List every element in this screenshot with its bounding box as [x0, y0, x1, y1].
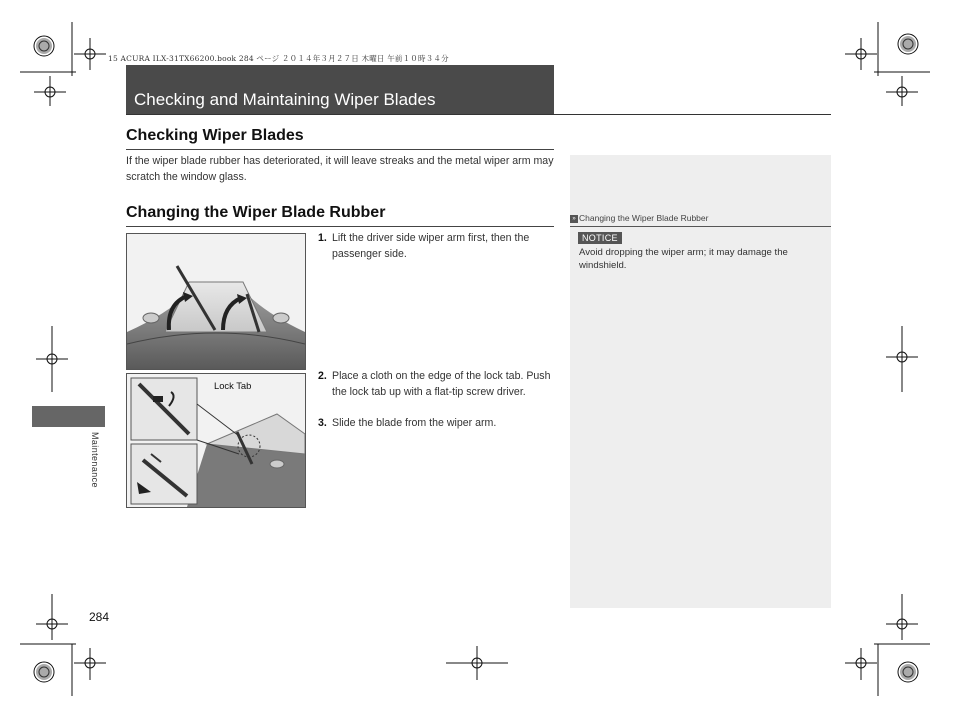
sidebar-ref-title: Changing the Wiper Blade Rubber — [579, 213, 709, 223]
page-number: 284 — [89, 610, 110, 624]
step-2-number: 2. — [318, 370, 327, 382]
changing-heading: Changing the Wiper Blade Rubber — [126, 204, 386, 221]
step-1-number: 1. — [318, 232, 327, 244]
figure-lift-wiper-arms — [126, 233, 306, 370]
section-title: Checking and Maintaining Wiper Blades — [134, 90, 436, 109]
notice-text: Avoid dropping the wiper arm; it may damage the windshield. — [579, 247, 788, 271]
checking-heading: Checking Wiper Blades — [126, 127, 304, 144]
figure-lock-tab — [126, 373, 306, 508]
lock-tab-callout: Lock Tab — [214, 380, 252, 391]
sidebar-reference — [570, 213, 708, 223]
section-banner — [126, 65, 554, 115]
changing-rule — [126, 226, 554, 227]
chapter-tab — [32, 406, 105, 427]
reference-arrow-icon: » — [570, 215, 578, 223]
car-windshield-illustration — [127, 234, 305, 369]
step-2 — [318, 369, 556, 400]
lock-tab-illustration — [127, 374, 305, 507]
chapter-label: Maintenance — [90, 432, 100, 488]
checking-body: If the wiper blade rubber has deteriorated, it will leave streaks and the metal wiper arm may scratch the window glass. — [126, 155, 554, 183]
step-3 — [318, 416, 556, 432]
print-header: 15 ACURA ILX-31TX66200.book 284 ページ ２０１４年３月２７日 木曜日 午前１０時３４分 — [108, 54, 449, 63]
sidebar-rule — [570, 226, 831, 227]
step-3-number: 3. — [318, 417, 327, 429]
notice-badge: NOTICE — [578, 232, 622, 244]
step-1-text: Lift the driver side wiper arm first, then the passenger side. — [332, 232, 530, 260]
step-1 — [318, 231, 556, 262]
step-3-text: Slide the blade from the wiper arm. — [332, 417, 497, 429]
banner-rule — [126, 114, 831, 115]
checking-rule — [126, 149, 554, 150]
step-2-text: Place a cloth on the edge of the lock tab. Push the lock tab up with a flat-tip screw driver. — [332, 370, 551, 398]
